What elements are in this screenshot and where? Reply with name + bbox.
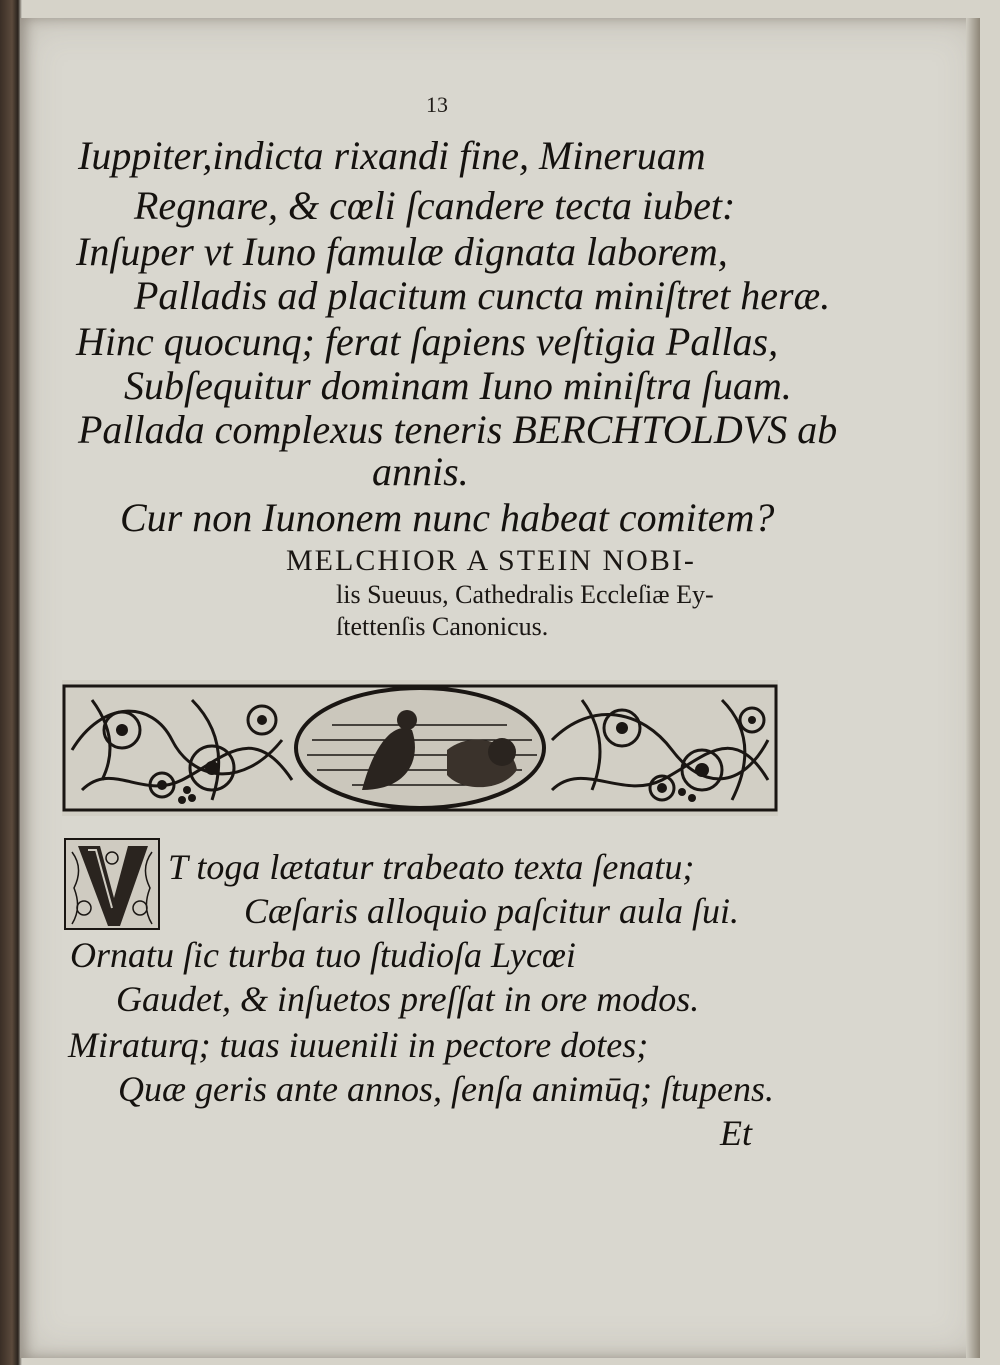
verse-line: annis.	[372, 449, 469, 494]
verse-line: Regnare, & cœli ſcandere tecta iubet:	[134, 183, 736, 228]
verse-line: Palladis ad placitum cuncta miniſtret heræ.	[134, 273, 831, 318]
verse-line: Miraturq; tuas iuuenili in pectore dotes;	[68, 1025, 649, 1065]
verse-line: Subſequitur dominam Iuno miniſtra ſuam.	[124, 363, 792, 408]
verse-line: Inſuper vt Iuno famulæ dignata laborem,	[76, 229, 728, 274]
verse-line: Ornatu ſic turba tuo ſtudioſa Lycœi	[70, 935, 576, 975]
page-number: 13	[426, 92, 448, 117]
verse-line: Hinc quocunq; ferat ſapiens veſtigia Pallas,	[76, 319, 779, 364]
verse-line: Gaudet, & inſuetos preſſat in ore modos.	[116, 979, 700, 1019]
initial-letter: V	[112, 898, 113, 899]
verse-line: T toga lætatur trabeato texta ſenatu;	[168, 847, 695, 887]
catchword: Et	[720, 1113, 752, 1153]
author-title: lis Sueuus, Cathedralis Eccleſiæ Ey-	[336, 580, 714, 609]
author-name: MELCHIOR A STEIN NOBI-	[286, 544, 696, 577]
verse-line: Iuppiter,indicta rixandi fine, Mineruam	[78, 133, 706, 178]
page-edge	[966, 18, 980, 1358]
author-office: ſtettenſis Canonicus.	[336, 612, 549, 641]
verse-line: Pallada complexus teneris BERCHTOLDVS ab	[78, 407, 838, 452]
decorated-initial-v-icon	[64, 838, 160, 930]
show-through-text	[760, 190, 771, 230]
verse-line: Cur non Iunonem nunc habeat comitem?	[120, 495, 775, 540]
verse-line: Cæſaris alloquio paſcitur aula ſui.	[244, 891, 740, 931]
verse-line: Quæ geris ante annos, ſenſa animūq; ſtupens.	[118, 1069, 774, 1109]
woodcut-headpiece-icon	[62, 680, 778, 816]
